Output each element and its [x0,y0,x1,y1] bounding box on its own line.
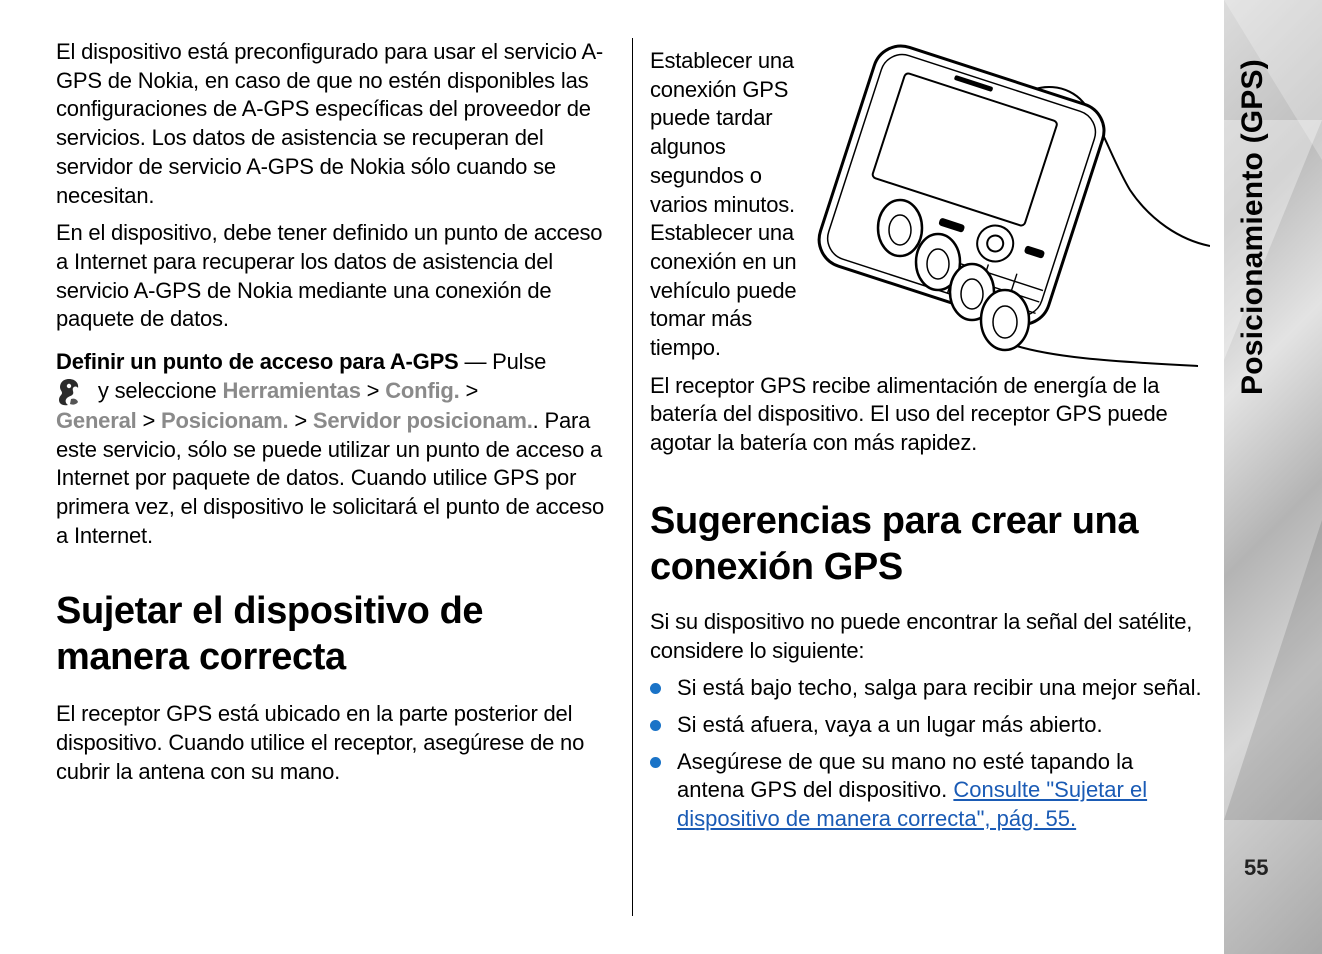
phone-in-hand-illustration [800,40,1210,370]
paragraph-agps-preconfig: El dispositivo está preconfigurado para usar el servicio A-GPS de Nokia, en caso de que no estén disponibles las configuraciones de A-GPS específicas del proveedor de servicios. Los datos de asistencia se recuperan del servidor de servicio A-GPS de Nokia sólo cuando se necesitan. [56,39,604,208]
task-lead: Definir un punto de acceso para A-GPS [56,349,459,375]
menu-separator: > [288,407,313,433]
paragraph-tips-intro: Si su dispositivo no puede encontrar la señal del satélite, considere lo siguiente: [650,608,1193,663]
tip-text: Si está afuera, vaya a un lugar más abierto. [677,711,1103,737]
menu-separator: > [459,377,479,403]
section-heading-gps-tips: Sugerencias para crear una conexión GPS [650,499,1139,588]
tip-text: Si está bajo techo, salga para recibir una mejor señal. [677,675,1202,701]
paragraph-access-point: En el dispositivo, debe tener definido un punto de acceso a Internet para recuperar los datos de asistencia del servicio A-GPS de Nokia mediante una conexión de paquete de datos. [56,220,603,332]
menu-path-servidor: Servidor posicionam. [312,407,533,433]
sidebar-facet [1224,520,1322,820]
menu-key-icon [56,377,82,407]
section-heading-hold-device: Sujetar el dispositivo de manera correcta [56,590,484,679]
menu-path-posicionam: Posicionam. [161,407,289,433]
list-item [650,711,1206,740]
page-number: 55 [1244,855,1269,880]
menu-path-general: General [56,407,137,433]
tip-text: Asegúrese de que su mano no esté tapando la antena GPS del dispositivo. [677,748,1134,803]
chapter-title: Posicionamiento (GPS) [1236,59,1269,395]
cross-reference-link[interactable]: Consulte "Sujetar el dispositivo de manera correcta", pág. 55. [677,777,1148,832]
left-column [56,38,620,787]
list-item [650,748,1206,834]
bullet-icon [650,720,661,731]
menu-separator: > [136,407,162,433]
paragraph-receiver-location: El receptor GPS está ubicado en la parte posterior del dispositivo. Cuando utilice el receptor, asegúrese de no cubrir la antena con su mano. [56,701,585,784]
task-dash: — Pulse [458,349,547,375]
tips-list [650,674,1206,834]
menu-period: . [532,407,539,433]
bullet-icon [650,757,661,768]
paragraph-battery: El receptor GPS recibe alimentación de energía de la batería del dispositivo. El uso del receptor GPS puede agotar la batería con más rapidez. [650,372,1168,456]
column-divider [632,38,633,916]
menu-path-herramientas: Herramientas [222,377,361,403]
task-select: y seleccione [92,377,223,403]
figure-caption: Establecer una conexión GPS puede tardar algunos segundos o varios minutos. Establecer una conexión en un vehículo puede tomar más tiempo. [650,48,797,361]
task-description: Para este servicio, sólo se puede utilizar un punto de acceso a Internet por paquete de datos. Cuando utilice GPS por primera vez, el dispositivo le solicitará el punto de acceso a Internet. [56,407,605,548]
phone-drawing [800,40,1210,370]
list-item [650,674,1206,703]
menu-path-config: Config. [385,377,460,403]
bullet-icon [650,683,661,694]
paragraph-define-access-point [56,348,620,550]
menu-separator: > [360,377,386,403]
